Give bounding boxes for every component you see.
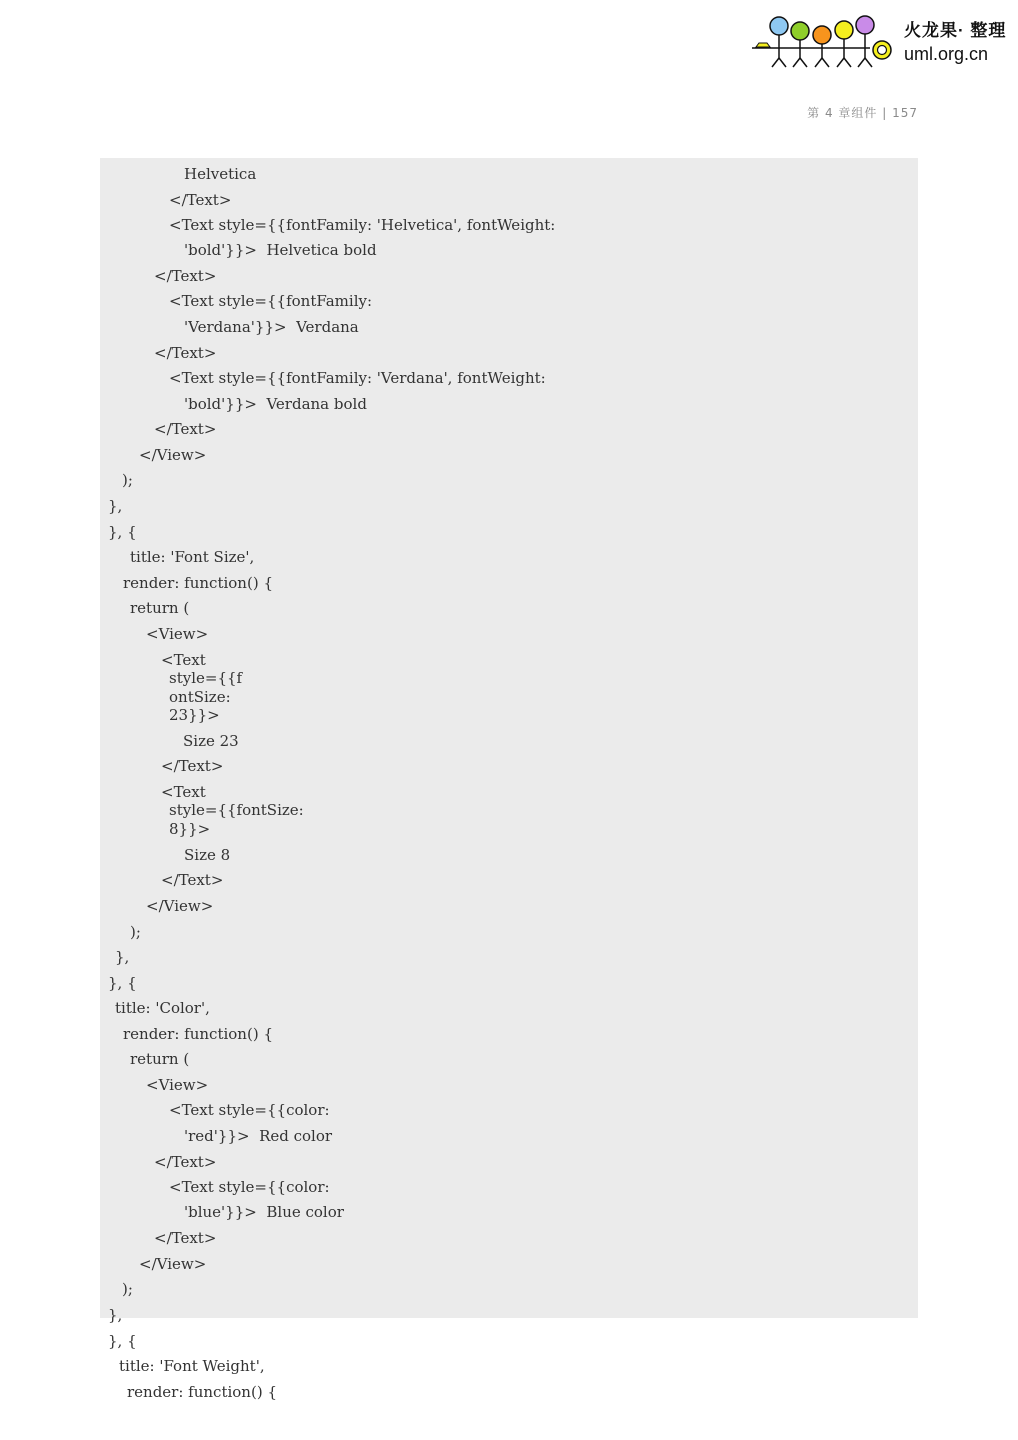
code-line: title: 'Font Weight', <box>119 1357 265 1375</box>
logo-figure-leg <box>865 58 872 67</box>
logo-figure-head <box>813 26 831 44</box>
logo-text <box>904 20 1006 66</box>
code-line: <Text style={{fontFamily: 'Helvetica', fontWeight: <box>169 216 556 234</box>
code-line: }, { <box>108 523 137 541</box>
logo-ring-hole <box>878 46 887 55</box>
code-line: render: function() { <box>123 574 273 592</box>
logo-url: uml.org.cn <box>904 44 989 64</box>
logo-figure-head <box>770 17 788 35</box>
code-line: 'red'}}> Red color <box>184 1127 333 1145</box>
code-line: </Text> <box>161 757 224 775</box>
code-line: ); <box>130 923 141 941</box>
running-head: 第 4 章组件 | 157 <box>807 106 918 120</box>
logo-figure-head <box>835 21 853 39</box>
code-line: 23}}> <box>169 706 220 724</box>
logo <box>750 14 900 74</box>
code-line: render: function() { <box>127 1383 277 1401</box>
code-line: <View> <box>146 1076 209 1094</box>
code-line: <Text style={{color: <box>169 1178 330 1196</box>
code-line: title: 'Color', <box>115 999 210 1017</box>
code-line: </View> <box>139 446 207 464</box>
code-line: </Text> <box>154 420 217 438</box>
code-line: </Text> <box>154 1229 217 1247</box>
code-line: render: function() { <box>123 1025 273 1043</box>
code-line: Size 23 <box>183 732 239 750</box>
code-line: </Text> <box>161 871 224 889</box>
logo-figure-leg <box>772 58 779 67</box>
code-line: 'blue'}}> Blue color <box>184 1203 344 1221</box>
logo-figure-leg <box>837 58 844 67</box>
code-line: </Text> <box>169 191 232 209</box>
code-line: return ( <box>130 599 190 617</box>
code-line: ontSize: <box>169 688 231 706</box>
logo-flag <box>756 43 770 47</box>
code-line: </Text> <box>154 344 217 362</box>
code-line: }, { <box>108 974 137 992</box>
code-line: </View> <box>139 1255 207 1273</box>
logo-figure-leg <box>793 58 800 67</box>
logo-figure-head <box>856 16 874 34</box>
code-line: <Text style={{fontFamily: 'Verdana', fontWeight: <box>169 369 546 387</box>
code-line: <Text <box>161 783 206 801</box>
code-line: <Text style={{fontFamily: <box>169 292 373 310</box>
logo-figure-leg <box>815 58 822 67</box>
logo-figure-leg <box>822 58 829 67</box>
code-line: <View> <box>146 625 209 643</box>
code-line: </View> <box>146 897 214 915</box>
code-line: Size 8 <box>184 846 231 864</box>
logo-figure-leg <box>844 58 851 67</box>
logo-figure-leg <box>858 58 865 67</box>
code-line: }, { <box>108 1332 137 1350</box>
code-line: </Text> <box>154 1153 217 1171</box>
logo-figure-leg <box>779 58 786 67</box>
code-line: ); <box>122 471 133 489</box>
code-line: }, <box>108 1306 123 1324</box>
code-line: </Text> <box>154 267 217 285</box>
code-line: ); <box>122 1280 133 1298</box>
code-line: 8}}> <box>169 820 211 838</box>
code-line: title: 'Font Size', <box>130 548 255 566</box>
code-line: }, <box>108 497 123 515</box>
code-line: style={{f <box>169 669 243 687</box>
code-line: 'bold'}}> Helvetica bold <box>184 241 377 259</box>
code-line: return ( <box>130 1050 190 1068</box>
code-line: style={{fontSize: <box>169 801 304 819</box>
code-line: <Text style={{color: <box>169 1101 330 1119</box>
logo-title: 火龙果· 整理 <box>904 21 1007 40</box>
code-line: <Text <box>161 651 206 669</box>
code-line: 'bold'}}> Verdana bold <box>184 395 367 413</box>
code-line: }, <box>115 948 130 966</box>
logo-figure-head <box>791 22 809 40</box>
logo-figure-leg <box>800 58 807 67</box>
code-line: Helvetica <box>184 165 257 183</box>
code-line: 'Verdana'}}> Verdana <box>184 318 359 336</box>
